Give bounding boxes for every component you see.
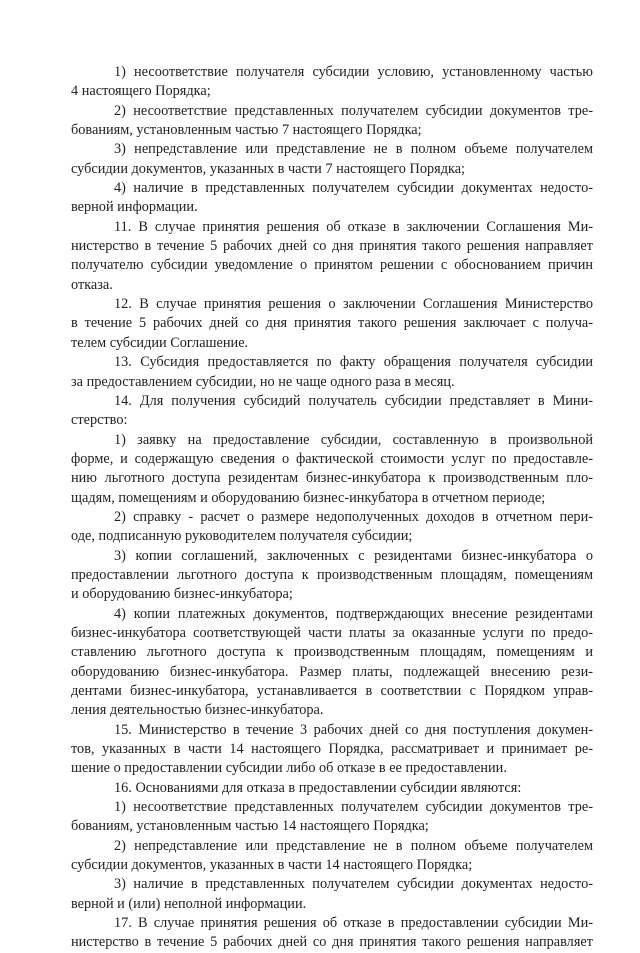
text-line: получателю субсидии уведомление о принятом решении с обоснованием причин (71, 257, 593, 274)
text-line: субсидии документов, указанных в части 7 настоящего Порядка; (71, 160, 466, 177)
text-line: оде, подписанную руководителем получателя субсидии; (71, 528, 413, 545)
text-line: в течение 5 рабочих дней со дня принятия такого решения заключает с получа- (71, 315, 593, 332)
text-line: нистерство в течение 5 рабочих дней со дня принятия такого решения направляет (71, 934, 593, 951)
text-line: бованиям, установленным частью 7 настоящего Порядка; (71, 122, 422, 139)
text-line: верной информации. (71, 199, 198, 216)
text-line: 14. Для получения субсидий получатель субсидии представляет в Мини- (114, 392, 593, 409)
text-line: 17. В случае принятия решения об отказе в предоставлении субсидии Ми- (114, 915, 593, 932)
text-line: щадям, помещениям и оборудованию бизнес-инкубатора в отчетном периоде; (71, 489, 546, 506)
text-line: 2) справку - расчет о размере недополученных доходов в отчетном пери- (114, 508, 593, 525)
text-line: 2) непредставление или представление не в полном объеме получателем (114, 837, 593, 854)
text-line: ставлению льготного доступа к производственным площадям, помещениям и (71, 644, 593, 661)
text-line: нистерство в течение 5 рабочих дней со дня принятия такого решения направляет (71, 238, 593, 255)
text-line: за предоставлением субсидии, но не чаще одного раза в месяц. (71, 373, 455, 390)
text-line: 16. Основаниями для отказа в предоставлении субсидии являются: (114, 779, 522, 796)
text-line: ления деятельностью бизнес-инкубатора. (71, 702, 324, 719)
text-line: 1) несоответствие представленных получателем субсидии документов тре- (114, 799, 593, 816)
text-line: 4) копии платежных документов, подтверждающих внесение резидентами (114, 605, 593, 622)
text-line: предоставлении льготного доступа к производственным площадям, помещениям (71, 566, 593, 583)
document-body (71, 63, 593, 953)
text-line: 3) копии соглашений, заключенных с резидентами бизнес-инкубатора о (114, 547, 593, 564)
text-line: бизнес-инкубатора соответствующей части платы за оказанные услуги по предо- (71, 624, 593, 641)
text-line: дентами бизнес-инкубатора, устанавливается в соответствии с Порядком управ- (71, 683, 593, 699)
text-line: стерство: (71, 412, 128, 429)
text-line: и оборудованию бизнес-инкубатора; (71, 586, 293, 603)
text-line: нию льготного доступа резидентам бизнес-инкубатора к производственным пло- (71, 470, 593, 487)
text-line: 11. В случае принятия решения об отказе в заключении Соглашения Ми- (114, 218, 593, 235)
text-line: 13. Субсидия предоставляется по факту обращения получателя субсидии (114, 354, 593, 371)
text-line: бованиям, установленным частью 14 настоящего Порядка; (71, 818, 429, 835)
text-line: верной и (или) неполной информации. (71, 895, 307, 912)
text-line: 2) несоответствие представленных получателем субсидии документов тре- (114, 102, 593, 119)
text-line: отказа. (71, 276, 113, 293)
text-line: 1) заявку на предоставление субсидии, составленную в произвольной (114, 431, 593, 448)
text-line: 3) наличие в представленных получателем субсидии документах недосто- (114, 876, 593, 893)
text-line: форме, и содержащую сведения о фактической стоимости услуг по предоставле- (71, 450, 593, 467)
text-line: оборудованию бизнес-инкубатора. Размер платы, подлежащей внесению рези- (71, 663, 593, 680)
text-line: 4) наличие в представленных получателем субсидии документах недосто- (114, 180, 593, 197)
text-line: тов, указанных в части 14 настоящего Порядка, рассматривает и принимает ре- (71, 741, 593, 758)
text-line: 1) несоответствие получателя субсидии условию, установленному частью (114, 64, 593, 80)
text-line: субсидии документов, указанных в части 14 настоящего Порядка; (71, 857, 473, 874)
text-line: 4 настоящего Порядка; (71, 83, 211, 100)
text-line: 15. Министерство в течение 3 рабочих дней со дня поступления докумен- (114, 721, 593, 738)
text-line: 3) непредставление или представление не в полном объеме получателем (114, 141, 593, 158)
text-line: шение о предоставлении субсидии либо об отказе в ее предоставлении. (71, 760, 507, 777)
text-line: телем субсидии Соглашение. (71, 334, 249, 351)
text-line: 12. В случае принятия решения о заключении Соглашения Министерство (114, 296, 593, 313)
